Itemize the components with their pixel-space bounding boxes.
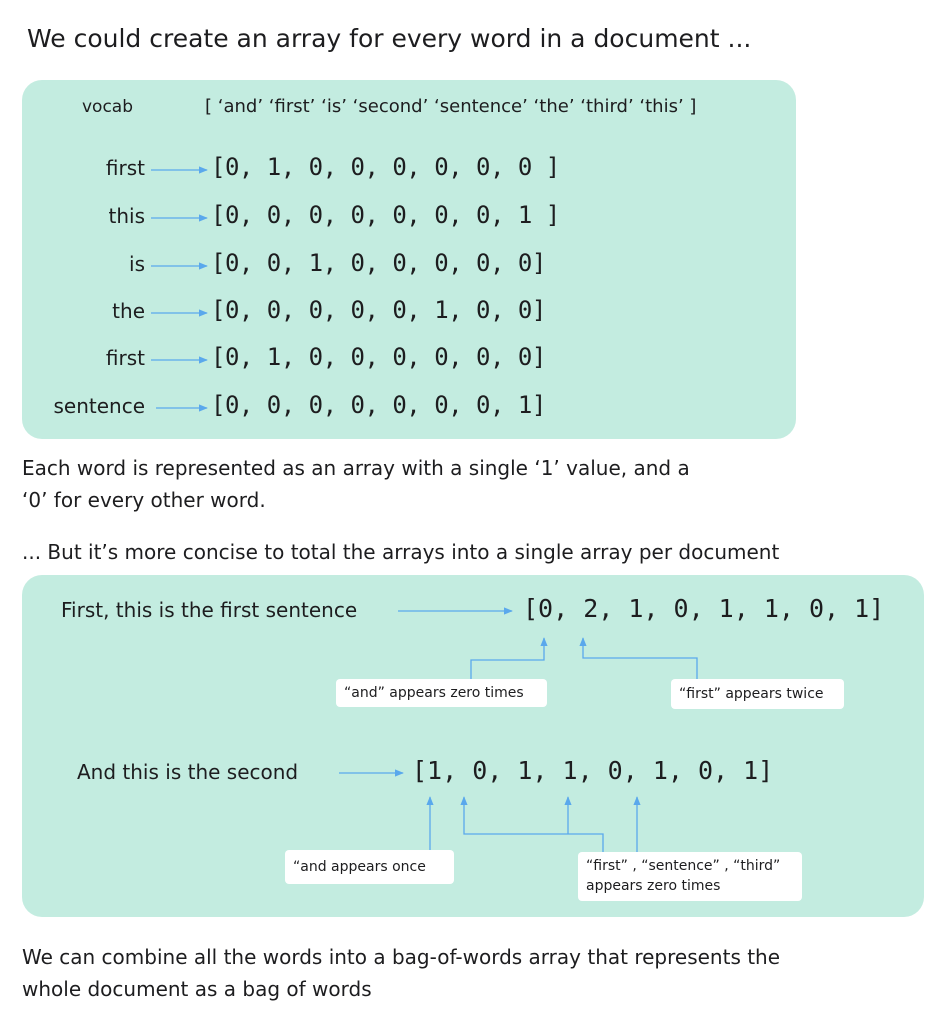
doc2-array: [1, 0, 1, 1, 0, 1, 0, 1] xyxy=(412,756,774,785)
explain-line-1: Each word is represented as an array with a single ‘1’ value, and a xyxy=(22,456,690,480)
concise-heading: ... But it’s more concise to total the arrays into a single array per document xyxy=(22,540,780,564)
doc1-note-first: “first” appears twice xyxy=(671,679,844,709)
doc2-note-and: “and appears once xyxy=(285,850,454,884)
arrow-doc1-first xyxy=(583,638,697,679)
page-title: We could create an array for every word in a document ... xyxy=(27,24,752,53)
doc2-sentence: And this is the second xyxy=(77,760,299,784)
row-word: first xyxy=(105,156,145,180)
row-word: is xyxy=(129,252,145,276)
row-array: [0, 0, 0, 0, 0, 1, 0, 0] xyxy=(211,296,546,324)
doc1-array: [0, 2, 1, 0, 1, 1, 0, 1] xyxy=(523,594,885,623)
doc2-note-zero-line-2: appears zero times xyxy=(586,878,721,894)
vocab-list: [ ‘and’ ‘first’ ‘is’ ‘second’ ‘sentence’ ‘the’ ‘third’ ‘this’ ] xyxy=(205,96,697,117)
row-word: first xyxy=(105,346,145,370)
row-word: this xyxy=(108,204,145,228)
row-word: the xyxy=(112,299,145,323)
doc1-note-and: “and” appears zero times xyxy=(336,679,547,707)
conclusion-line-1: We can combine all the words into a bag-of-words array that represents the xyxy=(22,945,781,969)
row-array: [0, 1, 0, 0, 0, 0, 0, 0] xyxy=(211,343,546,371)
row-array: [0, 0, 0, 0, 0, 0, 0, 1] xyxy=(211,391,546,419)
doc1-sentence: First, this is the first sentence xyxy=(61,598,358,622)
row-array: [0, 0, 1, 0, 0, 0, 0, 0] xyxy=(211,249,546,277)
arrow-doc2-first xyxy=(464,797,603,852)
vocab-label: vocab xyxy=(82,97,134,117)
row-word: sentence xyxy=(53,394,145,418)
row-array: [0, 1, 0, 0, 0, 0, 0, 0 ] xyxy=(211,153,560,181)
arrow-doc1-and xyxy=(471,638,544,679)
doc2-note-zero-line-1: “first” , “sentence” , “third” xyxy=(586,858,781,874)
conclusion-line-2: whole document as a bag of words xyxy=(22,977,372,1001)
row-array: [0, 0, 0, 0, 0, 0, 0, 1 ] xyxy=(211,201,560,229)
explain-line-2: ‘0’ for every other word. xyxy=(22,488,266,512)
